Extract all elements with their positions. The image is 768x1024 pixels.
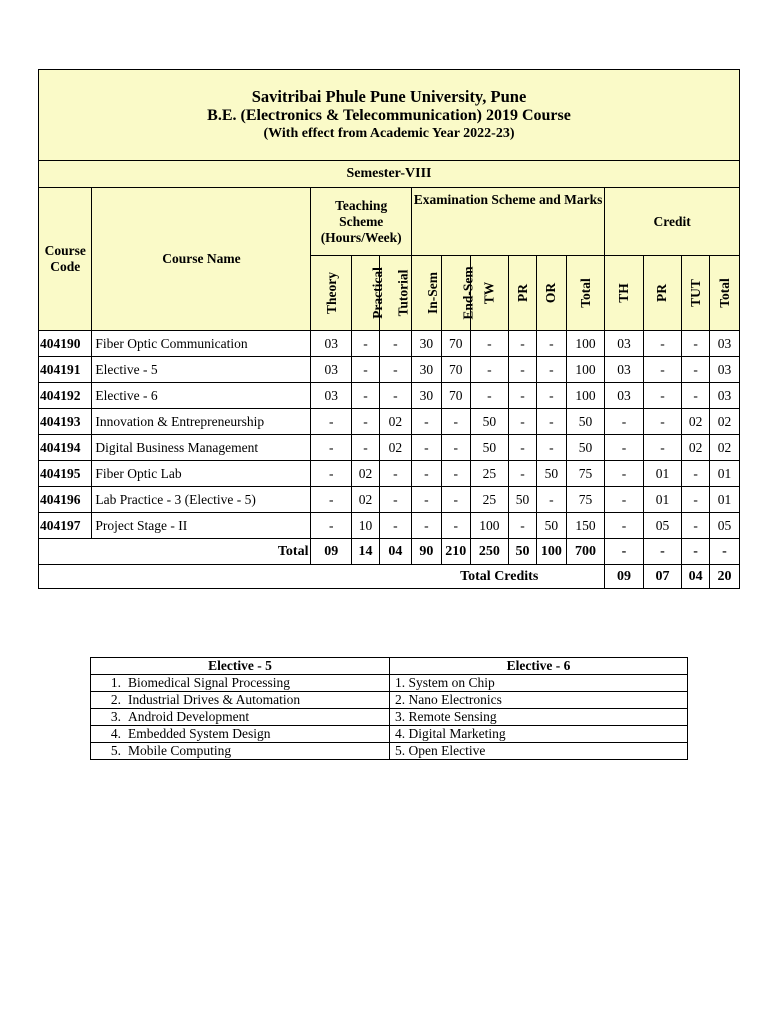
exam-scheme-header: Examination Scheme and Marks — [411, 188, 604, 256]
elective-6-title: Elective - 6 — [390, 658, 688, 675]
course-value-cell: 05 — [710, 513, 740, 539]
course-value-cell: 03 — [605, 357, 643, 383]
course-value-cell: 01 — [643, 461, 681, 487]
course-value-cell: - — [509, 383, 537, 409]
course-value-cell: - — [605, 409, 643, 435]
elective-5-item — [91, 726, 390, 743]
course-value-cell: 03 — [311, 331, 352, 357]
course-value-cell: - — [470, 331, 508, 357]
total-cell: 100 — [536, 539, 566, 565]
credit-total-cell: 04 — [682, 565, 710, 589]
elective-row — [91, 692, 688, 709]
course-value-cell: 02 — [352, 487, 380, 513]
elective-6-item: 1. System on Chip — [390, 675, 688, 692]
course-value-cell: 50 — [566, 409, 604, 435]
elective-5-number: 2. — [110, 692, 121, 707]
credit-total-cell: 09 — [605, 565, 643, 589]
course-value-cell: - — [379, 357, 411, 383]
course-value-cell: - — [509, 461, 537, 487]
course-value-cell: 03 — [605, 383, 643, 409]
course-value-cell: - — [311, 461, 352, 487]
course-name: Elective - 6 — [92, 383, 311, 409]
course-value-cell: - — [411, 435, 441, 461]
semester-label: Semester-VIII — [39, 161, 740, 188]
course-name: Fiber Optic Communication — [92, 331, 311, 357]
course-value-cell: - — [682, 487, 710, 513]
course-value-cell: - — [352, 383, 380, 409]
course-value-cell: 50 — [536, 461, 566, 487]
course-value-cell: 02 — [352, 461, 380, 487]
course-value-cell: 02 — [682, 435, 710, 461]
course-value-cell: - — [352, 357, 380, 383]
course-name: Innovation & Entrepreneurship — [92, 409, 311, 435]
course-code: 404193 — [39, 409, 92, 435]
course-value-cell: - — [509, 331, 537, 357]
elective-5-name: Biomedical Signal Processing — [128, 675, 290, 690]
total-cell: 210 — [441, 539, 470, 565]
course-name: Fiber Optic Lab — [92, 461, 311, 487]
course-name-header: Course Name — [92, 188, 311, 331]
course-row — [39, 331, 740, 357]
course-value-cell: 02 — [379, 435, 411, 461]
course-value-cell: - — [643, 331, 681, 357]
total-cell: 700 — [566, 539, 604, 565]
course-value-cell: - — [605, 435, 643, 461]
course-code: 404192 — [39, 383, 92, 409]
course-value-cell: - — [379, 383, 411, 409]
course-value-cell: - — [536, 383, 566, 409]
course-value-cell: - — [311, 409, 352, 435]
credit-header: Credit — [605, 188, 740, 256]
in-sem-header: In-Sem — [424, 271, 440, 315]
course-value-cell: 02 — [710, 435, 740, 461]
course-value-cell: - — [682, 461, 710, 487]
pr-credit-header: PR — [654, 284, 670, 302]
credit-total-cell: 20 — [710, 565, 740, 589]
course-value-cell: - — [311, 513, 352, 539]
course-name: Digital Business Management — [92, 435, 311, 461]
course-value-cell: - — [352, 331, 380, 357]
course-value-cell: 50 — [536, 513, 566, 539]
course-value-cell: 70 — [441, 383, 470, 409]
exam-total-header: Total — [577, 278, 593, 308]
course-value-cell: 03 — [311, 357, 352, 383]
course-code: 404197 — [39, 513, 92, 539]
course-value-cell: 03 — [710, 331, 740, 357]
course-code: 404191 — [39, 357, 92, 383]
total-cell: 14 — [352, 539, 380, 565]
course-row — [39, 357, 740, 383]
course-value-cell: 100 — [566, 383, 604, 409]
course-name: Lab Practice - 3 (Elective - 5) — [92, 487, 311, 513]
elective-row — [91, 709, 688, 726]
course-value-cell: - — [379, 331, 411, 357]
course-value-cell: 01 — [643, 487, 681, 513]
elective-5-item — [91, 743, 390, 760]
course-value-cell: 10 — [352, 513, 380, 539]
course-code: 404196 — [39, 487, 92, 513]
course-code: 404194 — [39, 435, 92, 461]
course-value-cell: - — [536, 487, 566, 513]
total-cell: - — [682, 539, 710, 565]
course-value-cell: - — [441, 409, 470, 435]
elective-5-name: Android Development — [128, 709, 250, 724]
elective-5-item — [91, 692, 390, 709]
total-label: Total — [39, 539, 311, 565]
course-value-cell: 70 — [441, 357, 470, 383]
teaching-scheme-header: Teaching Scheme (Hours/Week) — [311, 188, 411, 256]
elective-5-number: 3. — [110, 709, 121, 724]
elective-6-item: 4. Digital Marketing — [390, 726, 688, 743]
course-value-cell: 100 — [566, 357, 604, 383]
tutorial-header: Tutorial — [395, 269, 411, 317]
course-value-cell: 03 — [605, 331, 643, 357]
course-name: Project Stage - II — [92, 513, 311, 539]
course-value-cell: - — [536, 435, 566, 461]
course-code-header: Course Code — [39, 188, 92, 331]
course-value-cell: 03 — [311, 383, 352, 409]
course-value-cell: 30 — [411, 331, 441, 357]
course-row — [39, 461, 740, 487]
course-value-cell: 01 — [710, 461, 740, 487]
total-cell: - — [605, 539, 643, 565]
total-cell: - — [710, 539, 740, 565]
elective-row — [91, 675, 688, 692]
course-value-cell: 02 — [710, 409, 740, 435]
elective-6-item: 2. Nano Electronics — [390, 692, 688, 709]
course-value-cell: 25 — [470, 461, 508, 487]
course-row — [39, 383, 740, 409]
course-value-cell: 25 — [470, 487, 508, 513]
elective-6-item: 5. Open Elective — [390, 743, 688, 760]
course-value-cell: - — [605, 461, 643, 487]
course-value-cell: - — [643, 357, 681, 383]
course-structure-table — [38, 69, 740, 589]
total-cell: 90 — [411, 539, 441, 565]
total-cell: 250 — [470, 539, 508, 565]
elective-5-name: Embedded System Design — [128, 726, 271, 741]
document-title — [39, 70, 740, 161]
total-cell: - — [643, 539, 681, 565]
course-name: Elective - 5 — [92, 357, 311, 383]
course-value-cell: 75 — [566, 487, 604, 513]
course-value-cell: - — [605, 487, 643, 513]
elective-5-name: Mobile Computing — [128, 743, 232, 758]
course-value-cell: - — [536, 409, 566, 435]
elective-5-number: 1. — [110, 675, 121, 690]
course-title: B.E. (Electronics & Telecommunication) 2019 Course — [207, 107, 571, 124]
course-value-cell: - — [441, 435, 470, 461]
tut-credit-header: TUT — [688, 279, 704, 307]
pr-header: PR — [514, 284, 530, 302]
elective-5-item — [91, 709, 390, 726]
total-credits-label: Total Credits — [39, 565, 605, 589]
course-value-cell: - — [470, 383, 508, 409]
total-cell: 50 — [509, 539, 537, 565]
course-value-cell: - — [311, 487, 352, 513]
practical-header: Practical — [369, 267, 385, 319]
course-value-cell: - — [643, 435, 681, 461]
electives-table — [90, 657, 688, 760]
credit-total-header: Total — [716, 278, 732, 308]
effect-note: (With effect from Academic Year 2022-23) — [263, 126, 515, 141]
course-value-cell: - — [509, 357, 537, 383]
elective-5-item — [91, 675, 390, 692]
course-value-cell: - — [379, 487, 411, 513]
elective-row — [91, 726, 688, 743]
course-value-cell: - — [682, 331, 710, 357]
course-value-cell: - — [509, 409, 537, 435]
course-value-cell: - — [682, 383, 710, 409]
course-value-cell: - — [311, 435, 352, 461]
course-value-cell: 30 — [411, 357, 441, 383]
course-value-cell: 100 — [470, 513, 508, 539]
elective-5-title: Elective - 5 — [91, 658, 390, 675]
course-value-cell: 50 — [509, 487, 537, 513]
course-code: 404195 — [39, 461, 92, 487]
course-value-cell: - — [441, 487, 470, 513]
course-row — [39, 487, 740, 513]
course-value-cell: 05 — [643, 513, 681, 539]
course-value-cell: - — [441, 513, 470, 539]
course-value-cell: 50 — [470, 435, 508, 461]
course-value-cell: - — [509, 513, 537, 539]
course-value-cell: - — [411, 409, 441, 435]
total-cell: 04 — [379, 539, 411, 565]
course-value-cell: - — [379, 513, 411, 539]
course-value-cell: - — [643, 409, 681, 435]
total-row — [39, 539, 740, 565]
course-value-cell: - — [509, 435, 537, 461]
course-value-cell: - — [411, 513, 441, 539]
theory-header: Theory — [324, 272, 340, 314]
total-credits-row — [39, 565, 740, 589]
course-code: 404190 — [39, 331, 92, 357]
elective-6-item: 3. Remote Sensing — [390, 709, 688, 726]
course-row — [39, 513, 740, 539]
end-sem-header: End-Sem — [460, 266, 476, 320]
or-header: OR — [543, 282, 559, 304]
course-value-cell: - — [536, 331, 566, 357]
course-value-cell: - — [643, 383, 681, 409]
course-value-cell: 70 — [441, 331, 470, 357]
course-value-cell: - — [470, 357, 508, 383]
course-value-cell: 30 — [411, 383, 441, 409]
course-value-cell: - — [411, 461, 441, 487]
total-cell: 09 — [311, 539, 352, 565]
course-value-cell: - — [605, 513, 643, 539]
course-value-cell: - — [352, 435, 380, 461]
course-value-cell: - — [441, 461, 470, 487]
course-value-cell: 02 — [682, 409, 710, 435]
course-value-cell: - — [379, 461, 411, 487]
course-value-cell: 03 — [710, 357, 740, 383]
course-value-cell: 02 — [379, 409, 411, 435]
elective-row — [91, 743, 688, 760]
elective-5-name: Industrial Drives & Automation — [128, 692, 301, 707]
elective-5-number: 4. — [110, 726, 121, 741]
course-value-cell: - — [682, 357, 710, 383]
course-value-cell: 50 — [470, 409, 508, 435]
course-value-cell: - — [682, 513, 710, 539]
course-value-cell: 01 — [710, 487, 740, 513]
th-credit-header: TH — [616, 283, 632, 303]
course-value-cell: 75 — [566, 461, 604, 487]
university-name: Savitribai Phule Pune University, Pune — [251, 87, 527, 106]
course-value-cell: - — [352, 409, 380, 435]
tw-header: TW — [481, 281, 497, 305]
course-value-cell: 50 — [566, 435, 604, 461]
course-row — [39, 435, 740, 461]
course-value-cell: 100 — [566, 331, 604, 357]
course-value-cell: - — [536, 357, 566, 383]
course-row — [39, 409, 740, 435]
credit-total-cell: 07 — [643, 565, 681, 589]
course-value-cell: - — [411, 487, 441, 513]
elective-5-number: 5. — [110, 743, 121, 758]
course-value-cell: 150 — [566, 513, 604, 539]
course-value-cell: 03 — [710, 383, 740, 409]
